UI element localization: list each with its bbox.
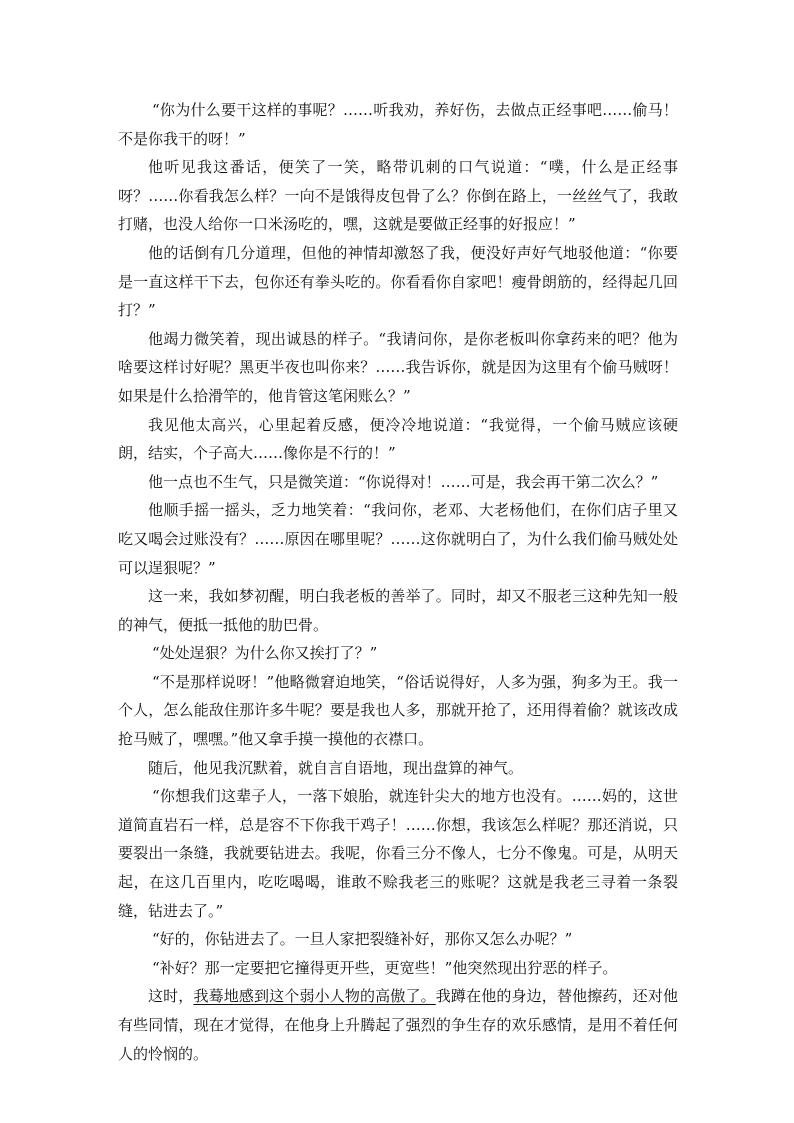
paragraph: 他竭力微笑着，现出诚恳的样子。“我请问你，是你老板叫你拿药来的吧？他为啥要这样讨好呢？黑更半夜也叫你来？……我告诉你，就是因为这里有个偷马贼呀！如果是什么拾滑竿的，他肯管这笔闲账么？” [118,329,678,405]
paragraph: 他顺手摇一摇头，乏力地笑着：“我问你，老邓、大老杨他们，在你们店子里又吃又喝会过账没有？……原因在哪里呢？……这你就明白了，为什么我们偷马贼处处可以逞狠呢？” [118,501,678,577]
underlined-sentence: 我蓦地感到这个弱小人物的高傲了。 [193,987,436,1006]
paragraph: “处处逞狠？为什么你又挨打了？” [152,644,378,663]
paragraph: 这一来，我如梦初醒，明白我老板的善举了。同时，却又不服老三这种先知一般的神气，便抵一抵他的肋巴骨。 [118,587,678,634]
paragraph: “不是那样说呀！”他略微窘迫地笑，“俗话说得好，人多为强，狗多为王。我一个人，怎么能敌住那许多牛呢？要是我也人多，那就开抢了，还用得着偷？就该改成抢马贼了，嘿嘿。”他又拿手摸一摸他的衣襟口。 [118,672,678,749]
paragraph: “好的，你钻进去了。一旦人家把裂缝补好，那你又怎么办呢？” [152,930,573,949]
paragraph-final [118,982,678,1068]
paragraph: “你想我们这辈子人，一落下娘胎，就连针尖大的地方也没有。……妈的，这世道简直岩石一样，总是容不下你我干鸡子！……你想，我该怎么样呢？那还消说，只要裂出一条缝，我就要钻进去。我呢，你看三分不像人，七分不像鬼。可是，从明天起，在这几百里内，吃吃喝喝，谁敢不赊我老三的账呢？这就是我老三寻着一条裂缝，钻进去了。” [118,787,678,920]
final-text-before: 这时， [148,987,194,1006]
document-page [118,96,678,1068]
paragraph: “补好？那一定要把它撞得更开些，更宽些！”他突然现出狞恶的样子。 [152,958,618,977]
paragraph: 我见他太高兴，心里起着反感，便冷冷地说道：“我觉得，一个偷马贼应该硬朗，结实，个子高大……像你是不行的！” [118,415,678,463]
paragraph: 他的话倒有几分道理，但他的神情却激怒了我，便没好声好气地驳他道：“你要是一直这样干下去，包你还有拳头吃的。你看看你自家吧！瘦骨朗筋的，经得起几回打？” [118,243,678,320]
paragraph: 他听见我这番话，便笑了一笑，略带讥刺的口气说道：“噗，什么是正经事呀？……你看我怎么样？一向不是饿得皮包骨了么？你倒在路上，一丝丝气了，我敢打赌，也没人给你一口米汤吃的，嘿，这就是要做正经事的好报应！” [118,158,678,234]
paragraph: 随后，他见我沉默着，就自言自语地，现出盘算的神气。 [148,758,524,777]
paragraph: 他一点也不生气，只是微笑道：“你说得对！……可是，我会再干第二次么？” [148,472,659,491]
paragraph: “你为什么要干这样的事呢？……听我劝，养好伤，去做点正经事吧……偷马！不是你我干的呀！” [118,101,678,148]
final-text-after: 我蹲在他的身边，替他擦药，还对他有些同情，现在才觉得，在他身上升腾起了强烈的争生存的欢乐感情，是用不着任何人的怜悯的。 [118,987,678,1063]
